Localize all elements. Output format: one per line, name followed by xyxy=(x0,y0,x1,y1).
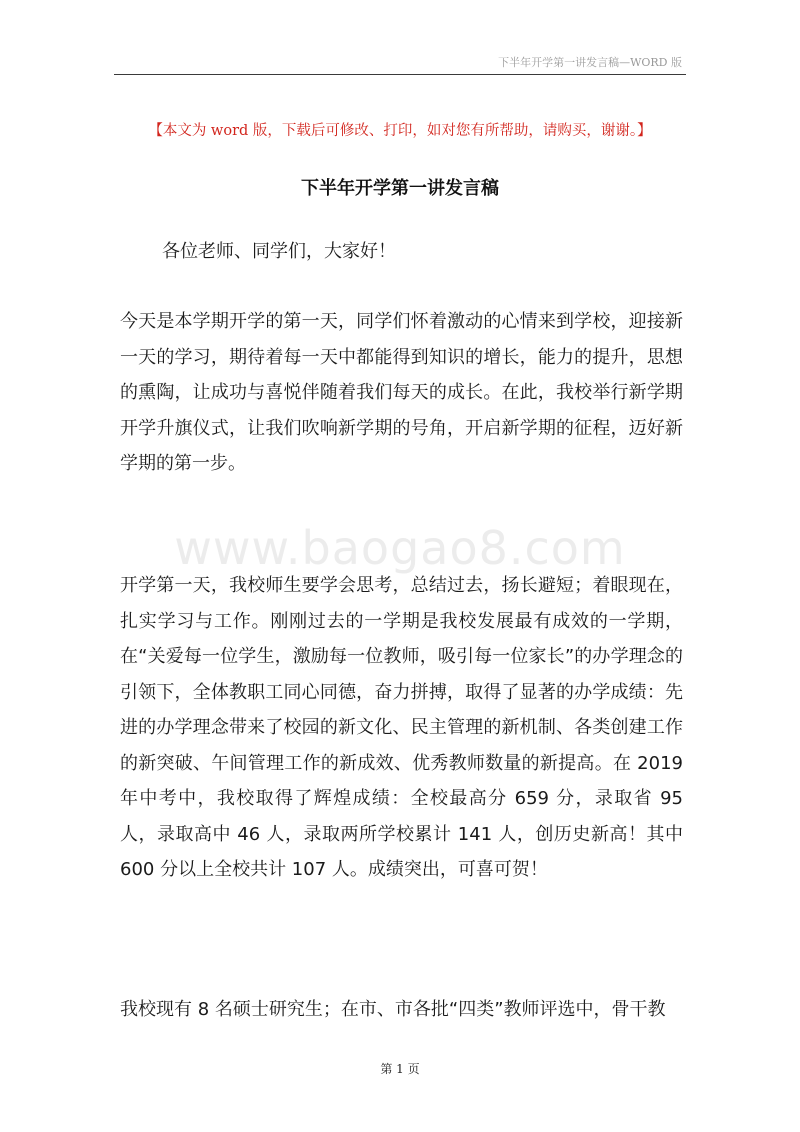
document-title: 下半年开学第一讲发言稿 xyxy=(301,178,499,199)
paragraph-1: 今天是本学期开学的第一天，同学们怀着激动的心情来到学校，迎接新一天的学习，期待着每一天中都能得到知识的增长，能力的提升，思想的熏陶，让成功与喜悦伴随着我们每天的成长。在此，我校举行新学期开学升旗仪式，让我们吹响新学期的号角，开启新学期的征程，迈好新学期的第一步。 xyxy=(120,311,683,474)
running-header: 下半年开学第一讲发言稿—WORD 版 xyxy=(498,56,682,69)
page-number: 第 1 页 xyxy=(380,1062,420,1076)
paragraph-3: 我校现有 8 名硕士研究生；在市、市各批“四类”教师评选中，骨干教 xyxy=(120,999,666,1020)
header-divider xyxy=(114,74,686,75)
purchase-notice: 【本文为 word 版，下载后可修改、打印，如对您有所帮助，请购买，谢谢。】 xyxy=(148,123,652,139)
greeting-line: 各位老师、同学们，大家好！ xyxy=(162,241,396,262)
watermark: www.baogao8.com xyxy=(174,521,626,575)
paragraph-2: 开学第一天，我校师生要学会思考，总结过去，扬长避短；着眼现在，扎实学习与工作。刚刚过去的一学期是我校发展最有成效的一学期，在“关爱每一位学生，激励每一位教师，吸引每一位家长”的办学理念的引领下，全体教职工同心同德，奋力拼搏，取得了显著的办学成绩：先进的办学理念带来了校园的新文化、民主管理的新机制、各类创建工作的新突破、午间管理工作的新成效、优秀教师数量的新提高。在 2019 年中考中，我校取得了辉煌成绩：全校最高分 659 分，录取省 95 人，录取高中 46 人，录取两所学校累计 141 人，创历史新高！其中 600 分以上全校共计 107 人。成绩突出，可喜可贺！ xyxy=(120,575,683,880)
